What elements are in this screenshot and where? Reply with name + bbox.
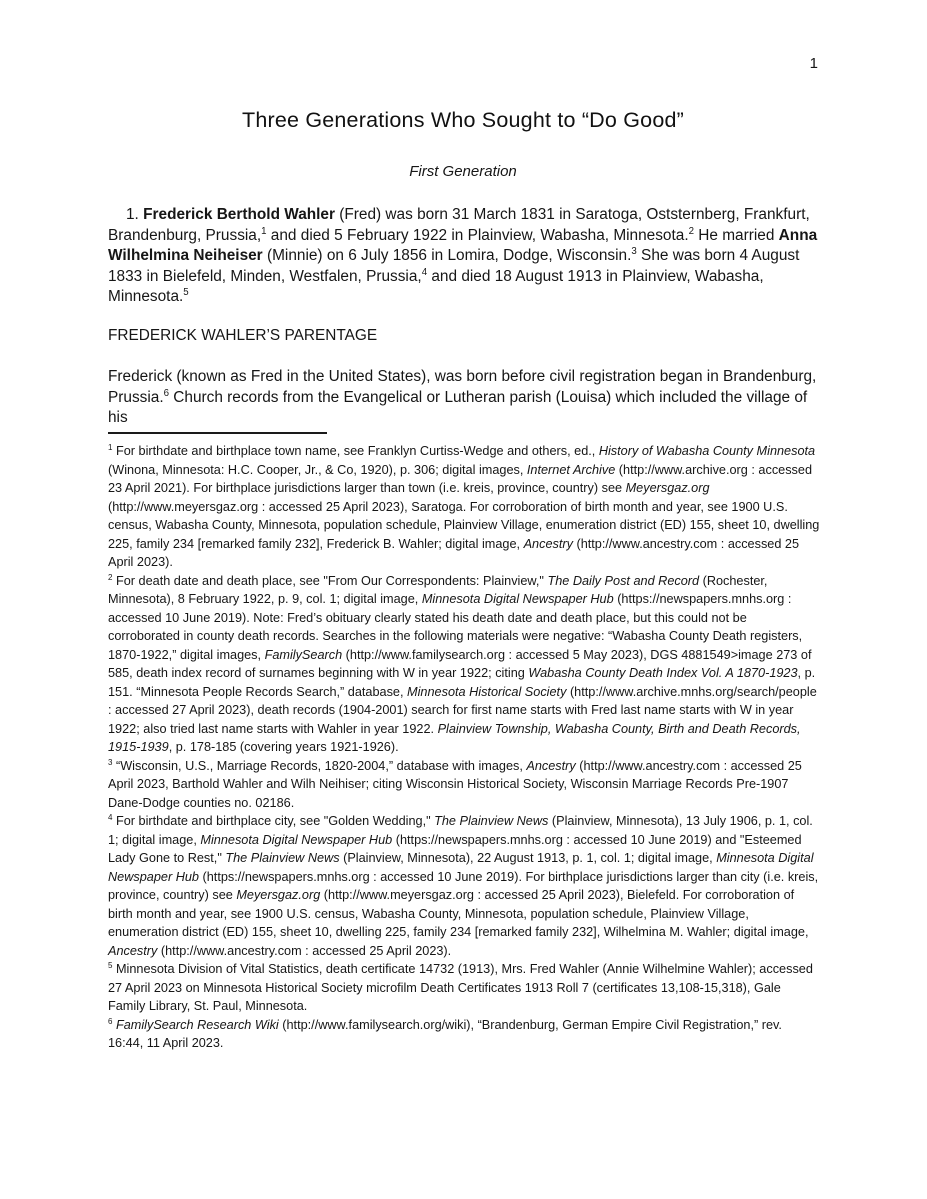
text-run: (http://www.familysearch.org : accessed 5 May 2023), DGS 4881549>image 273 of 585, death index record of surnames beginning with W in year 1922; citing (108, 647, 812, 680)
text-run: Minnesota Division of Vital Statistics, death certificate 14732 (1913), Mrs. Fred Wahler (Annie Wilhelmine Wahler); accessed 27 April 2023 on Minnesota Historical Society microfilm Death Certificates 1913 Roll 7 (certificates 13,108-15,318), Gale Family Library, St. Paul, Minnesota. (108, 962, 813, 1013)
text-run: “Wisconsin, U.S., Marriage Records, 1820-2004,” database with images, (112, 758, 527, 773)
text-run: 1. (126, 206, 144, 223)
text-run: (Winona, Minnesota: H.C. Cooper, Jr., & Co, 1920), p. 306; digital images, (108, 462, 527, 477)
text-run: and died 5 February 1922 in Plainview, Wabasha, Minnesota. (266, 226, 689, 244)
text-run: Internet Archive (526, 462, 616, 477)
text-run: (http://www.archive.mnhs.org/search/people : accessed 27 April 2023), death records (1904-2001) search for first name starts with Fred last name starts with W in year 1922; also tried last name starts with Wahler in year 1922. (108, 684, 817, 736)
text-run: The Plainview News (434, 814, 549, 828)
footnote-number: 4 (108, 812, 113, 822)
text-run: FamilySearch (264, 647, 343, 662)
text-run: (Minnie) on 6 July 1856 in Lomira, Dodge, Wisconsin. (262, 247, 632, 265)
text-run: The Plainview News (225, 851, 340, 865)
text-run: For death date and death place, see "From Our Correspondents: Plainview," (112, 573, 548, 588)
text-run: Ancestry (108, 943, 158, 958)
text-run: Minnesota Historical Society (407, 684, 567, 699)
text-run: She was born 4 August 1833 in Bielefeld, Minden, Westfalen, Prussia, (108, 247, 800, 285)
text-run: Minnesota Digital Newspaper Hub (421, 592, 614, 606)
text-run: (http://www.familysearch.org/wiki), “Brandenburg, German Empire Civil Registration,” rev. 16:44, 11 April 2023. (108, 1017, 782, 1050)
text-run: FamilySearch Research Wiki (115, 1017, 279, 1032)
footnote-ref: 3 (631, 246, 637, 258)
text-run: He married (694, 226, 779, 244)
footnote-ref: 5 (183, 287, 189, 299)
footnote-4 (108, 812, 820, 960)
text-run: (http://www.meyersgaz.org : accessed 25 April 2023), Saratoga. For corroboration of birth month and year, see 1900 U.S. census, Wabasha County, Minnesota, population schedule, Plainview Village, enumeration district (ED) 155, sheet 10, dwelling 225, family 234 [remarked family 232], Frederick B. Wahler; digital image, (108, 499, 820, 551)
text-run: and died 18 August 1913 in Plainview, Wabasha, Minnesota. (108, 267, 764, 306)
text-run: Meyersgaz.org (625, 481, 710, 495)
text-run: History of Wabasha County Minnesota (598, 444, 816, 458)
text-run: Ancestry (523, 536, 573, 551)
footnote-ref: 1 (261, 225, 267, 237)
section-heading: FREDERICK WAHLER’S PARENTAGE (108, 327, 378, 344)
footnote-number: 2 (108, 572, 113, 582)
text-run: Ancestry (526, 758, 576, 773)
text-run: Minnesota Digital Newspaper Hub (108, 851, 814, 884)
paragraph-parentage (108, 367, 818, 429)
document-subtitle: First Generation (409, 163, 517, 180)
text-run: , p. 178-185 (covering years 1921-1926). (168, 740, 399, 754)
footnote-number: 3 (108, 757, 113, 767)
text-run: (Fred) was born 31 March 1831 in Saratoga, Oststernberg, Frankfurt, Brandenburg, Prussia, (108, 206, 810, 244)
text-run: , p. 151. “Minnesota People Records Search,” database, (108, 666, 816, 699)
text-run: (Rochester, Minnesota), 8 February 1922, p. 9, col. 1; digital image, (108, 573, 768, 606)
footnote-6 (108, 1016, 820, 1053)
text-run: (http://www.ancestry.com : accessed 25 April 2023, Barthold Wahler and Wilh Neihiser; citing Wisconsin Historical Society, Wisconsin Marriage Records Pre-1907 Dane-Dodge counties no. 02186. (108, 758, 802, 810)
footnote-2 (108, 572, 820, 757)
text-run: Frederick (known as Fred in the United States), was born before civil registration began in Brandenburg, Prussia. (108, 368, 817, 406)
text-run: (https://newspapers.mnhs.org : accessed 10 June 2019) and "Esteemed Lady Gone to Rest," (108, 832, 802, 865)
text-run: Frederick Berthold Wahler (143, 206, 335, 223)
text-run: (http://www.ancestry.com : accessed 25 April 2023). (108, 536, 800, 569)
footnote-3 (108, 757, 820, 813)
text-run: (http://www.meyersgaz.org : accessed 25 April 2023), Bielefeld. For corroboration of birth month and year, see 1900 U.S. census, Wabasha County, Minnesota, population schedule, Plainview Village, enumeration district (ED) 155, sheet 10, dwelling 225, family 234 [remarked family 232], Wilhelmina M. Wahler; digital image, (108, 888, 809, 939)
document-title: Three Generations Who Sought to “Do Good” (241, 108, 684, 132)
text-run: Plainview Township, Wabasha County, Birth and Death Records, 1915-1939 (108, 721, 801, 754)
text-run: (http://www.archive.org : accessed 23 April 2021). For birthplace jurisdictions larger than town (i.e. kreis, province, country) see (108, 462, 813, 495)
footnote-1 (108, 442, 820, 572)
footnote-number: 6 (108, 1016, 113, 1026)
footnote-ref: 6 (163, 387, 169, 399)
footnote-5 (108, 960, 820, 1016)
text-run: Anna Wilhelmina Neiheiser (108, 226, 818, 265)
text-run: Minnesota Digital Newspaper Hub (200, 832, 393, 847)
footnote-number: 5 (108, 960, 113, 970)
footnote-number: 1 (108, 442, 113, 452)
text-run: (Plainview, Minnesota), 13 July 1906, p. 1, col. 1; digital image, (108, 814, 813, 847)
paragraph-generation-1 (108, 205, 818, 308)
text-run: Church records from the Evangelical or Lutheran parish (Louisa) which included the village of his (108, 388, 808, 427)
footnote-ref: 2 (688, 225, 694, 237)
text-run: For birthdate and birthplace town name, see Franklyn Curtiss-Wedge and others, ed., (112, 444, 599, 458)
text-run: Wabasha County Death Index Vol. A 1870-1923 (528, 666, 798, 680)
text-run: Meyersgaz.org (236, 888, 321, 902)
footnote-separator (108, 432, 327, 434)
footnotes-list (108, 442, 820, 1053)
text-run: (Plainview, Minnesota), 22 August 1913, p. 1, col. 1; digital image, (339, 851, 717, 865)
text-run: (http://www.ancestry.com : accessed 25 April 2023). (157, 943, 452, 958)
page-number: 1 (809, 55, 818, 72)
text-run: For birthdate and birthplace city, see "Golden Wedding," (112, 814, 435, 828)
footnote-ref: 4 (421, 266, 428, 278)
text-run: (https://newspapers.mnhs.org : accessed 10 June 2019). Note: Fred’s obituary clearly stated his death date and death place, but this could not be corroborated in county death records. Searches in the following materials were negative: “Wabasha County Death registers, 1870-1922,” digital images, (108, 592, 803, 662)
text-run: (https://newspapers.mnhs.org : accessed 10 June 2019). For birthplace jurisdictions larger than city (i.e. kreis, province, country) see (108, 869, 819, 902)
text-run: The Daily Post and Record (547, 573, 700, 588)
